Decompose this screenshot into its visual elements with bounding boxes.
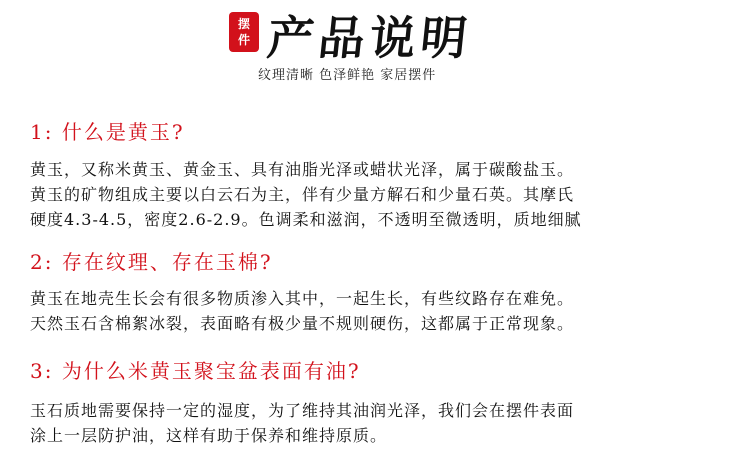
section-heading: 1: 什么是黄玉? (30, 120, 185, 144)
body-line: 天然玉石含棉絮冰裂，表面略有极少量不规则硬伤，这都属于正常现象。 (30, 314, 575, 333)
section-body (30, 398, 730, 448)
body-line: 涂上一层防护油，这样有助于保养和维持原质。 (30, 426, 388, 445)
page-subtitle: 纹理清晰 色泽鲜艳 家居摆件 (258, 68, 437, 83)
body-line: 黄玉，又称米黄玉、黄金玉、具有油脂光泽或蜡状光泽，属于碳酸盐玉。 (30, 160, 575, 179)
section-body (30, 157, 730, 232)
section-texture (30, 246, 730, 336)
body-line: 黄玉的矿物组成主要以白云石为主，伴有少量方解石和少量石英。其摩氏 (30, 185, 575, 204)
page-title: 产品说明 (264, 11, 475, 65)
seal-stamp (229, 12, 259, 52)
section-what-is-topaz (30, 116, 730, 232)
header (0, 0, 750, 95)
section-oil-surface (30, 355, 730, 448)
seal-char-top: 摆 (237, 17, 250, 31)
section-heading: 3: 为什么米黄玉聚宝盆表面有油? (30, 359, 361, 383)
body-line: 黄玉在地壳生长会有很多物质渗入其中，一起生长，有些纹路存在难免。 (30, 289, 575, 308)
body-line: 玉石质地需要保持一定的湿度，为了维持其油润光泽，我们会在摆件表面 (30, 401, 575, 420)
section-heading: 2: 存在纹理、存在玉棉? (30, 250, 273, 274)
body-line: 硬度4.3-4.5，密度2.6-2.9。色调柔和滋润，不透明至微透明，质地细腻 (30, 210, 582, 229)
section-body (30, 286, 730, 336)
seal-char-bottom: 件 (237, 33, 250, 47)
